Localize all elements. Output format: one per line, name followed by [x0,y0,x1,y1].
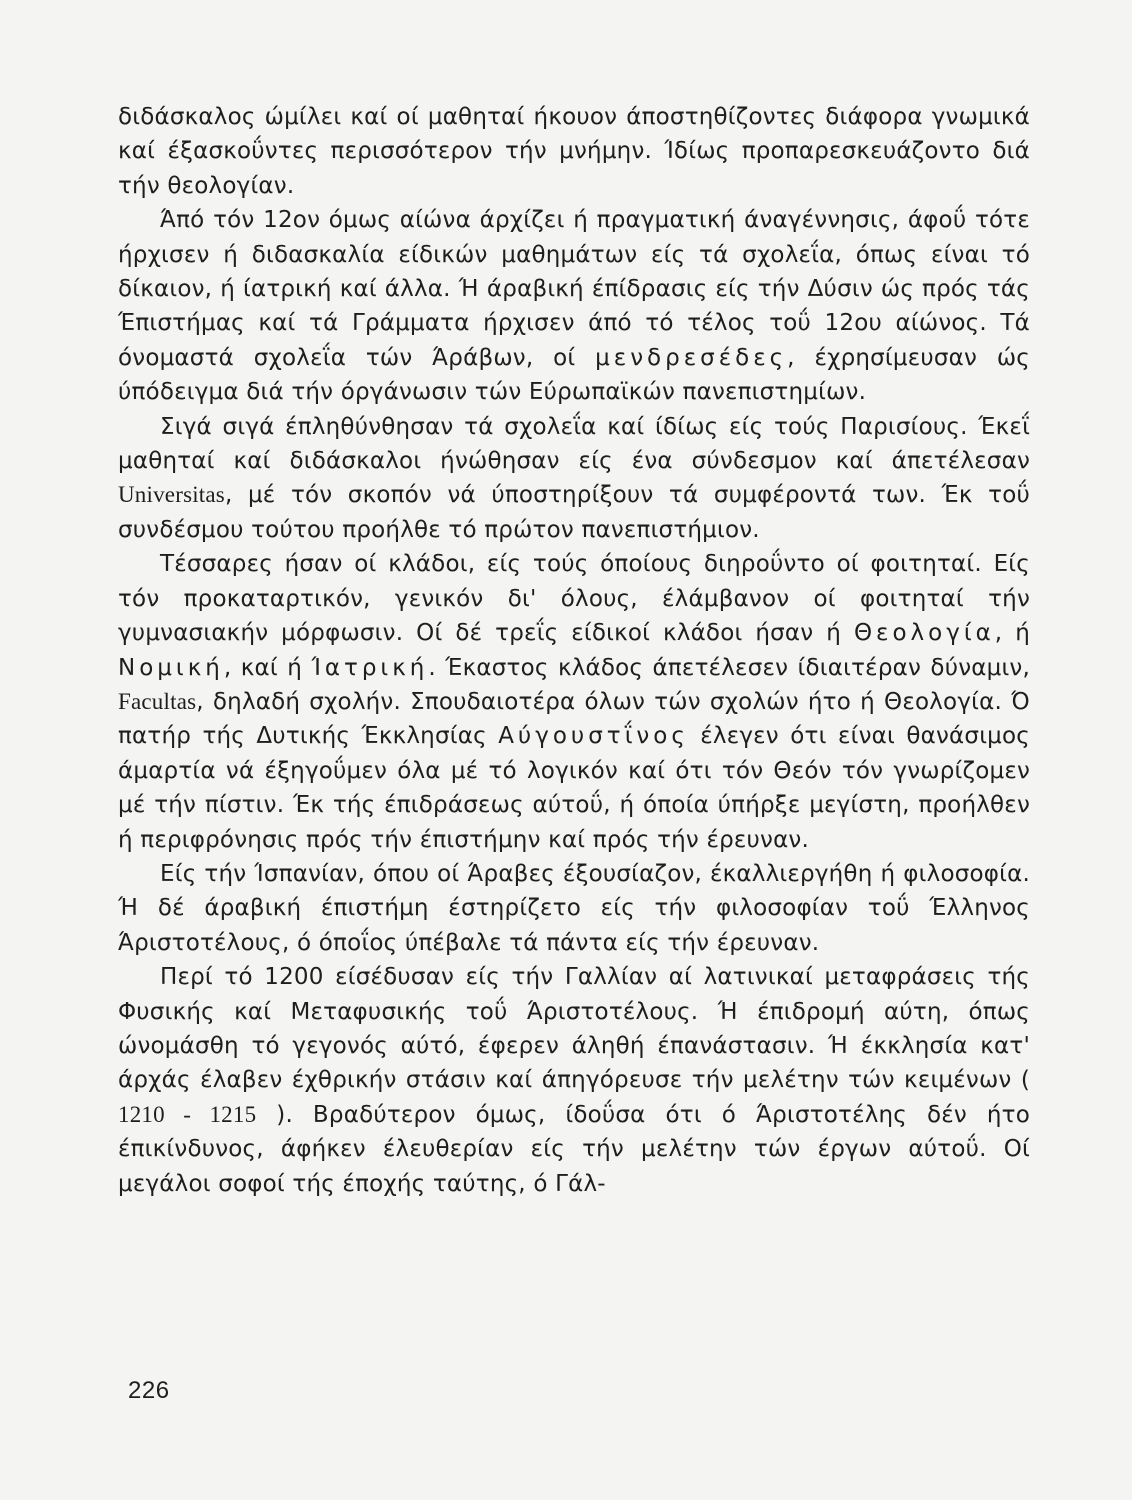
paragraph [118,857,1030,960]
emphasized-term: Αύγουστΐνος [498,723,689,750]
text-segment: Είς τήν Ίσπανίαν, όπου οί Άραβες έξουσίαζον, έκαλλιεργήθη ή φιλοσοφία. Ή δέ άραβική έπιστήμη έστηρίζετο είς τήν φιλοσοφίαν τοΰ Έλληνος Άριστοτέλους, ό όποΐος ύπέβαλε τά πάντα είς τήν έρευναν. [118,860,1030,956]
body-text [118,100,1030,1201]
emphasized-term: Νομική [118,654,224,681]
text-segment: ). Βραδύτερον όμως, ίδοΰσα ότι ό Άριστοτέλης δέν ήτο έπικίνδυνος, άφήκεν έλευθερίαν είς τήν μελέτην τών έργων αύτοΰ. Οί μεγάλοι σοφοί τής έποχής ταύτης, ό Γάλ- [118,1101,1031,1197]
text-segment: , ή [994,620,1030,647]
paragraph [118,100,1030,203]
latin-term: Facultas [118,688,197,714]
text-segment: Τέσσαρες ήσαν οί κλάδοι, είς τούς όποίους διηροΰντο οί φοιτηταί. Είς τόν προκαταρτικόν, γενικόν δι' όλους, έλάμβανον οί φοιτηταί τήν γυμνασιακήν μόρφωσιν. Οί δέ τρεΐς είδικοί κλάδοι ήσαν ή [118,551,1030,647]
text-segment: Άπό τόν 12ον όμως αίώνα άρχίζει ή πραγματική άναγέννησις, άφοΰ τότε ήρχισεν ή διδασκαλία είδικών μαθημάτων είς τά σχολεΐα, όπως είναι τό δίκαιον, ή ίατρική καί άλλα. Ή άραβική έπίδρασις είς τήν Δύσιν ώς πρός τάς Έπιστήμας καί τά Γράμματα ήρχισεν άπό τό τέλος τοΰ 12ου αίώνος. Τά όνομαστά σχολεΐα τών Άράβων, οί [118,207,1030,371]
text-segment: , έχρησίμευσαν ώς ύπόδειγμα διά τήν όργάνωσιν τών Εύρωπαϊκών πανεπιστημίων. [118,344,1030,406]
paragraph [118,203,1030,409]
text-segment: διδάσκαλος ώμίλει καί οί μαθηταί ήκουον άποστηθίζοντες διάφορα γνωμικά καί έξασκοΰντες περισσότερον τήν μνήμην. Ίδίως προπαρεσκευάζοντο διά τήν θεολογίαν. [118,104,1030,199]
text-segment: έλεγεν ότι είναι θανάσιμος άμαρτία νά έξηγοΰμεν όλα μέ τό λογικόν καί ότι τόν Θεόν τόν γνωρίζομεν μέ τήν πίστιν. Έκ τής έπιδράσεως αύτοΰ, ή όποία ύπήρξε μεγίστη, προήλθεν ή περιφρόνησις πρός τήν έπιστήμην καί πρός τήν έρευναν. [118,723,1030,853]
paragraph [118,960,1030,1201]
emphasized-term: Θεολογία [853,620,995,647]
emphasized-term: Ίατρική [311,654,429,681]
page-number: 226 [128,1377,170,1404]
latin-term: 1210 - 1215 [118,1101,257,1127]
paragraph [118,547,1030,857]
text-segment: Σιγά σιγά έπληθύνθησαν τά σχολεΐα καί ίδίως είς τούς Παρισίους. Έκεΐ μαθηταί καί διδάσκαλοι ήνώθησαν είς ένα σύνδεσμον καί άπετέλεσαν [118,413,1030,475]
text-segment: . Έκαστος κλάδος άπετέλεσεν ίδιαιτέραν δύναμιν, [428,654,1030,681]
text-segment: , δηλαδή σχολήν. Σπουδαιοτέρα όλων τών σχολών ήτο ή Θεολογία. Ό πατήρ τής Δυτικής Έκκλησίας [118,688,1030,750]
paragraph [118,410,1030,548]
latin-term: Universitas [118,482,225,508]
text-segment: Περί τό 1200 είσέδυσαν είς τήν Γαλλίαν αί λατινικαί μεταφράσεις τής Φυσικής καί Μεταφυσικής τοΰ Άριστοτέλους. Ή έπιδρομή αύτη, όπως ώνομάσθη τό γεγονός αύτό, έφερεν άληθή έπανάστασιν. Ή έκκλησία κατ' άρχάς έλαβεν έχθρικήν στάσιν καί άπηγόρευσε τήν μελέτην τών κειμένων ( [118,964,1030,1094]
text-segment: , καί ή [223,654,312,681]
text-segment: , μέ τόν σκοπόν νά ύποστηρίξουν τά συμφέροντά των. Έκ τοΰ συνδέσμου τούτου προήλθε τό πρώτον πανεπιστήμιον. [118,482,1030,543]
emphasized-term: μενδρεσέδες [595,344,788,371]
